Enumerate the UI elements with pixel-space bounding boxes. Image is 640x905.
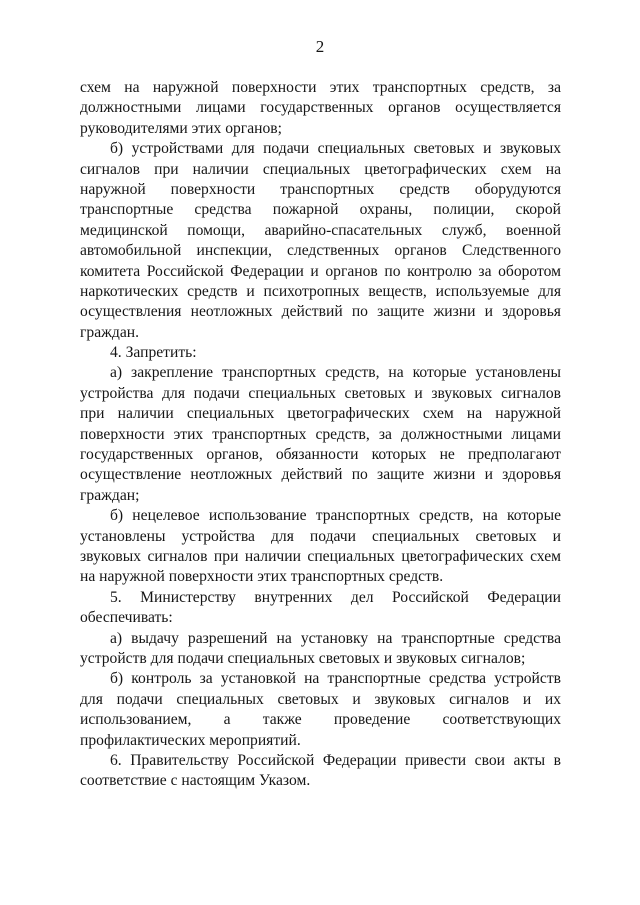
text-line: граждан;: [80, 486, 140, 504]
text-line: наркотических средств и психотропных веществ, используемые для: [80, 282, 561, 300]
text-line: государственных органов, обязанности которых не предполагают: [80, 446, 561, 464]
text-line: должностными лицами государственных органов осуществляется: [80, 99, 561, 117]
text-line: использованием, а также проведение соответствующих: [80, 711, 561, 729]
text-line: а) выдачу разрешений на установку на транспортные средства: [110, 629, 561, 647]
text-line: комитета Российской Федерации и органов по контролю за оборотом: [80, 262, 561, 280]
text-line: б) устройствами для подачи специальных световых и звуковых: [110, 140, 561, 158]
text-line: 4. Запретить:: [110, 344, 197, 362]
text-line: сигналов при наличии специальных цветографических схем на: [80, 160, 561, 178]
text-line: обеспечивать:: [80, 609, 173, 627]
page-number: 2: [315, 37, 325, 56]
text-line: осуществление неотложных действий по защите жизни и здоровья: [80, 466, 561, 484]
text-line: поверхности этих транспортных средств, за должностными лицами: [80, 425, 561, 443]
text-line: устройства для подачи специальных световых и звуковых сигналов: [80, 384, 561, 402]
text-line: а) закрепление транспортных средств, на которые установлены: [110, 364, 561, 382]
text-line: звуковых сигналов при наличии специальных цветографических схем: [80, 547, 561, 565]
text-line: для подачи специальных световых и звуковых сигналов и их: [80, 690, 561, 708]
text-line: на наружной поверхности этих транспортных средств.: [80, 568, 444, 586]
text-line: схем на наружной поверхности этих транспортных средств, за: [80, 79, 561, 96]
text-line: б) контроль за установкой на транспортные средства устройств: [110, 670, 561, 688]
document-body: [80, 78, 561, 792]
text-line: транспортные средства пожарной охраны, полиции, скорой: [80, 201, 561, 219]
text-line: устройств для подачи специальных световых и звуковых сигналов;: [80, 649, 526, 667]
text-line: профилактических мероприятий.: [80, 731, 301, 749]
text-line: 6. Правительству Российской Федерации привести свои акты в: [110, 751, 561, 769]
text-line: установлены устройства для подачи специальных световых и: [80, 527, 561, 545]
text-line: наружной поверхности транспортных средств оборудуются: [80, 180, 561, 198]
text-line: автомобильной инспекции, следственных органов Следственного: [80, 242, 561, 260]
text-line: б) нецелевое использование транспортных средств, на которые: [110, 507, 561, 525]
text-line: осуществления неотложных действий по защите жизни и здоровья: [80, 303, 561, 321]
text-line: 5. Министерству внутренних дел Российской Федерации: [110, 588, 561, 606]
text-line: медицинской помощи, аварийно-спасательных служб, военной: [80, 221, 561, 239]
text-line: руководителями этих органов;: [80, 119, 282, 137]
text-line: соответствие с настоящим Указом.: [80, 772, 311, 790]
text-line: при наличии специальных цветографических схем на наружной: [80, 405, 561, 423]
text-line: граждан.: [80, 323, 139, 341]
